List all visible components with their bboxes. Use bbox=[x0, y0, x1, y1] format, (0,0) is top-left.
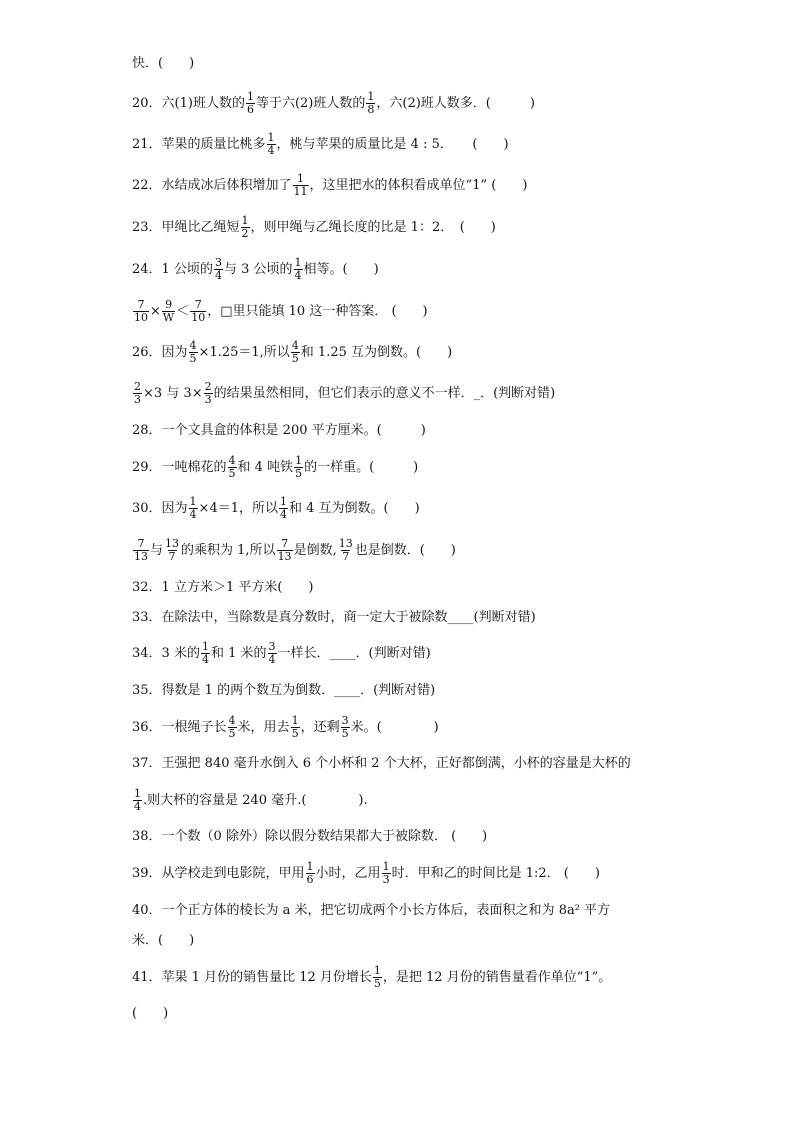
question-text: 也是倒数．( ) bbox=[354, 543, 456, 558]
question-text: 米，用去 bbox=[237, 720, 290, 735]
fraction bbox=[133, 538, 149, 563]
fraction-numerator: 1 bbox=[134, 786, 141, 800]
question-text: 40．一个正方体的棱长为 a 米，把它切成两个小长方体后，表面积之和为 8a² 平方 bbox=[132, 903, 611, 918]
question-line-q36 bbox=[132, 713, 754, 740]
fraction-numerator: 4 bbox=[189, 338, 197, 352]
question-text: 39．从学校走到电影院，甲用 bbox=[132, 866, 305, 881]
fraction-denominator: 5 bbox=[228, 466, 236, 480]
question-text: 小时，乙用 bbox=[315, 866, 381, 881]
fraction-denominator: 6 bbox=[246, 102, 254, 116]
fraction-numerator: 13 bbox=[165, 536, 180, 550]
fraction-denominator: 10 bbox=[191, 310, 206, 324]
fraction-denominator: 5 bbox=[341, 726, 349, 740]
fraction bbox=[277, 538, 293, 563]
fraction-denominator: 4 bbox=[214, 268, 222, 282]
question-line-q30 bbox=[132, 494, 754, 521]
question-text: 和 4 互为倒数。( ) bbox=[288, 501, 420, 516]
question-line-q20 bbox=[132, 89, 754, 116]
fraction-denominator: 4 bbox=[201, 652, 209, 666]
question-text: 和 1 米的 bbox=[210, 646, 267, 661]
question-line-q39 bbox=[132, 859, 754, 886]
question-text: 等于六(2)班人数的 bbox=[255, 96, 366, 111]
question-line-q41 bbox=[132, 963, 754, 990]
fraction-numerator: 9 bbox=[165, 297, 173, 311]
question-line-q37a bbox=[132, 754, 754, 774]
question-text: 20．六(1)班人数的 bbox=[132, 96, 245, 111]
question-line-q22 bbox=[132, 171, 754, 198]
question-text: 33．在除法中，当除数是真分数时，商一定大于被除数____(判断对错) bbox=[132, 610, 536, 625]
question-line-q31 bbox=[132, 536, 754, 563]
fraction bbox=[189, 496, 198, 521]
fraction bbox=[373, 965, 382, 990]
question-text: 的一样重。( ) bbox=[304, 460, 419, 475]
question-text: 36．一根绳子长 bbox=[132, 720, 227, 735]
fraction-numerator: 1 bbox=[279, 494, 287, 508]
fraction-denominator: 10 bbox=[134, 310, 148, 324]
fraction-denominator: W bbox=[162, 310, 175, 324]
fraction-denominator: 13 bbox=[277, 549, 292, 563]
fraction bbox=[268, 641, 277, 666]
fraction-denominator: 6 bbox=[306, 872, 314, 886]
fraction-denominator: 7 bbox=[168, 549, 176, 563]
fraction bbox=[338, 538, 354, 563]
question-text: 21．苹果的质量比桃多 bbox=[132, 137, 266, 152]
question-text: ，□里只能填 10 这一种答案． ( ) bbox=[207, 304, 428, 319]
question-line-q41b bbox=[132, 1004, 754, 1024]
question-text: 和 4 吨铁 bbox=[237, 460, 294, 475]
fraction bbox=[228, 455, 237, 480]
question-text: 32．1 立方米＞1 平方米( ) bbox=[132, 580, 314, 595]
question-line-q23 bbox=[132, 213, 754, 240]
question-line-q28 bbox=[132, 421, 754, 441]
fraction-numerator: 4 bbox=[291, 338, 299, 352]
question-text: 41．苹果 1 月份的销售量比 12 月份增长 bbox=[132, 970, 372, 985]
fraction bbox=[189, 340, 198, 365]
question-line-q37b bbox=[132, 786, 754, 813]
fraction bbox=[341, 715, 350, 740]
fraction bbox=[214, 257, 223, 282]
question-text: 一样长．____．(判断对错) bbox=[277, 646, 431, 661]
fraction-denominator: 5 bbox=[228, 726, 236, 740]
fraction-denominator: 3 bbox=[204, 392, 212, 406]
question-text: 的结果虽然相同，但它们表示的意义不一样．_．(判断对错) bbox=[213, 386, 556, 401]
question-text: ( ) bbox=[132, 1006, 169, 1021]
fraction bbox=[228, 715, 237, 740]
question-line-q38 bbox=[132, 827, 754, 847]
fraction bbox=[133, 381, 142, 406]
fraction bbox=[291, 715, 300, 740]
question-text: .则大杯的容量是 240 毫升.( ). bbox=[143, 793, 368, 808]
fraction-denominator: 4 bbox=[189, 507, 197, 521]
question-text: 米．( ) bbox=[132, 933, 195, 948]
question-text: × bbox=[150, 304, 161, 319]
fraction-denominator: 7 bbox=[342, 549, 350, 563]
fraction-numerator: 1 bbox=[306, 859, 314, 873]
fraction-numerator: 1 bbox=[382, 859, 390, 873]
question-line-q26 bbox=[132, 338, 754, 365]
fraction bbox=[294, 455, 303, 480]
question-text: 35．得数是 1 的两个数互为倒数．____．(判断对错) bbox=[132, 683, 436, 698]
question-text: 29．一吨棉花的 bbox=[132, 460, 227, 475]
fraction-numerator: 1 bbox=[267, 130, 275, 144]
fraction bbox=[294, 257, 303, 282]
fraction-numerator: 4 bbox=[228, 713, 236, 727]
fraction-denominator: 4 bbox=[134, 799, 141, 813]
question-text: 相等。( ) bbox=[303, 262, 379, 277]
question-text: 26．因为 bbox=[132, 345, 188, 360]
question-line-q40a bbox=[132, 901, 754, 921]
fraction-numerator: 1 bbox=[294, 255, 302, 269]
question-line-continuation-19 bbox=[132, 54, 754, 74]
fraction-denominator: 13 bbox=[134, 549, 148, 563]
fraction-numerator: 1 bbox=[241, 213, 249, 227]
fraction-denominator: 2 bbox=[241, 226, 249, 240]
question-line-q27 bbox=[132, 379, 754, 406]
fraction-numerator: 7 bbox=[137, 536, 145, 550]
fraction-numerator: 3 bbox=[268, 639, 276, 653]
question-text: 米。( ) bbox=[350, 720, 439, 735]
fraction bbox=[133, 788, 142, 813]
fraction-denominator: 8 bbox=[367, 102, 375, 116]
question-text: 时．甲和乙的时间比是 1:2． ( ) bbox=[391, 866, 600, 881]
question-text: ，六(2)班人数多．( ) bbox=[376, 96, 535, 111]
fraction-denominator: 5 bbox=[373, 976, 381, 990]
question-text: ×4＝1，所以 bbox=[198, 501, 278, 516]
fraction bbox=[190, 299, 206, 324]
fraction-numerator: 1 bbox=[189, 494, 197, 508]
question-line-q32 bbox=[132, 578, 754, 598]
question-line-q21 bbox=[132, 130, 754, 157]
fraction-denominator: 5 bbox=[291, 351, 299, 365]
fraction bbox=[133, 299, 149, 324]
fraction-numerator: 2 bbox=[134, 379, 141, 393]
question-text: 的乘积为 1,所以 bbox=[181, 543, 276, 558]
fraction-numerator: 7 bbox=[194, 297, 202, 311]
fraction-denominator: 4 bbox=[279, 507, 287, 521]
fraction bbox=[291, 340, 300, 365]
fraction bbox=[201, 641, 210, 666]
question-text: 24．1 公顷的 bbox=[132, 262, 213, 277]
fraction bbox=[293, 173, 309, 198]
question-text: ，桃与苹果的质量比是 4 : 5． ( ) bbox=[276, 137, 509, 152]
question-text: 是倒数, bbox=[293, 543, 337, 558]
fraction-numerator: 3 bbox=[341, 713, 349, 727]
fraction bbox=[246, 91, 255, 116]
question-line-q25 bbox=[132, 297, 754, 324]
fraction bbox=[279, 496, 288, 521]
fraction bbox=[306, 861, 315, 886]
question-text: 28．一个文具盒的体积是 200 平方厘米。( ) bbox=[132, 423, 426, 438]
fraction-numerator: 1 bbox=[291, 713, 299, 727]
fraction-denominator: 4 bbox=[268, 652, 276, 666]
question-text: 34．3 米的 bbox=[132, 646, 200, 661]
fraction-numerator: 1 bbox=[373, 963, 381, 977]
question-line-q35 bbox=[132, 681, 754, 701]
question-line-q40b bbox=[132, 931, 754, 951]
fraction-denominator: 11 bbox=[293, 184, 308, 198]
question-text: ，这里把水的体积看成单位“1” ( ) bbox=[309, 178, 528, 193]
fraction-numerator: 13 bbox=[338, 536, 353, 550]
fraction-numerator: 1 bbox=[295, 453, 303, 467]
question-text: ×1.25＝1,所以 bbox=[198, 345, 290, 360]
fraction bbox=[162, 299, 175, 324]
fraction-denominator: 5 bbox=[189, 351, 197, 365]
fraction-numerator: 7 bbox=[137, 297, 145, 311]
fraction bbox=[382, 861, 391, 886]
question-text: ，是把 12 月份的销售量看作单位“1”。 bbox=[382, 970, 612, 985]
fraction-numerator: 3 bbox=[214, 255, 222, 269]
fraction bbox=[366, 91, 375, 116]
fraction bbox=[241, 215, 250, 240]
question-text: 38．一个数（0 除外）除以假分数结果都大于被除数． ( ) bbox=[132, 829, 488, 844]
question-text: 22．水结成冰后体积增加了 bbox=[132, 178, 292, 193]
fraction-denominator: 4 bbox=[267, 143, 275, 157]
question-text: 23．甲绳比乙绳短 bbox=[132, 220, 240, 235]
question-line-q24 bbox=[132, 255, 754, 282]
fraction bbox=[204, 381, 213, 406]
question-text: 和 1.25 互为倒数。( ) bbox=[300, 345, 453, 360]
question-text: 30．因为 bbox=[132, 501, 188, 516]
fraction-denominator: 5 bbox=[291, 726, 299, 740]
question-text: ×3 与 3× bbox=[143, 386, 203, 401]
fraction-denominator: 5 bbox=[295, 466, 303, 480]
question-text: 快．( ) bbox=[132, 56, 195, 71]
fraction bbox=[164, 538, 180, 563]
fraction-denominator: 3 bbox=[134, 392, 141, 406]
question-text: ＜ bbox=[176, 304, 190, 319]
fraction-denominator: 3 bbox=[382, 872, 390, 886]
fraction-numerator: 1 bbox=[201, 639, 209, 653]
question-text: ，则甲绳与乙绳长度的比是 1：2． ( ) bbox=[250, 220, 496, 235]
fraction-numerator: 1 bbox=[367, 89, 375, 103]
fraction bbox=[267, 132, 276, 157]
question-text: 与 3 公顷的 bbox=[223, 262, 293, 277]
question-line-q29 bbox=[132, 453, 754, 480]
fraction-numerator: 4 bbox=[228, 453, 236, 467]
question-line-q34 bbox=[132, 639, 754, 666]
fraction-numerator: 1 bbox=[297, 171, 305, 185]
fraction-numerator: 1 bbox=[246, 89, 254, 103]
question-text: 与 bbox=[150, 543, 164, 558]
question-text: 37．王强把 840 毫升水倒入 6 个小杯和 2 个大杯，正好都倒满，小杯的容量是大杯的 bbox=[132, 756, 631, 771]
fraction-denominator: 4 bbox=[294, 268, 302, 282]
question-text: ，还剩 bbox=[300, 720, 340, 735]
fraction-numerator: 7 bbox=[281, 536, 289, 550]
question-line-q33 bbox=[132, 608, 754, 628]
fraction-numerator: 2 bbox=[204, 379, 212, 393]
